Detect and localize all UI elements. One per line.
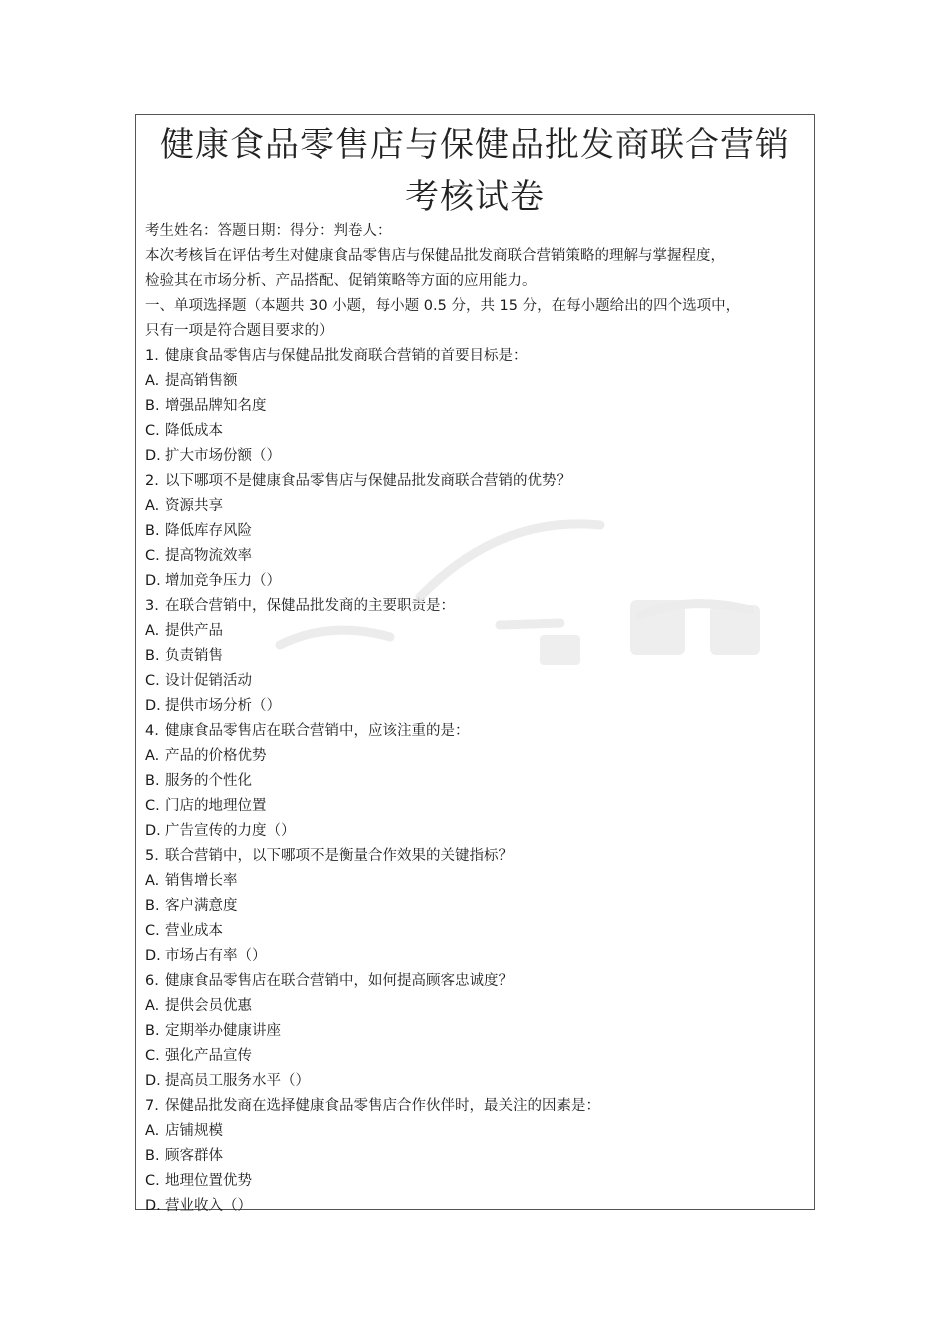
- option-text: 广告宣传的力度（）: [165, 823, 296, 839]
- question-text: 在联合营销中，保健品批发商的主要职责是：: [165, 598, 455, 614]
- option-text: 门店的地理位置: [165, 798, 267, 814]
- option-text: 降低成本: [165, 423, 223, 439]
- option-a: [145, 369, 809, 394]
- question: [145, 719, 809, 844]
- option-text: 设计促销活动: [165, 673, 252, 689]
- option-letter: D.: [145, 948, 161, 964]
- option-b: [145, 1144, 809, 1169]
- option-text: 地理位置优势: [165, 1173, 252, 1189]
- question-text: 健康食品零售店在联合营销中，应该注重的是：: [165, 723, 470, 739]
- option-letter: B.: [145, 898, 160, 914]
- question-text: 健康食品零售店与保健品批发商联合营销的首要目标是：: [165, 348, 528, 364]
- question: [145, 344, 809, 469]
- question-number: 7.: [145, 1098, 159, 1114]
- option-letter: D.: [145, 1198, 161, 1214]
- option-c: [145, 919, 809, 944]
- question-stem: [145, 469, 809, 494]
- option-c: [145, 544, 809, 569]
- option-d: [145, 569, 809, 594]
- option-letter: C.: [145, 923, 160, 939]
- option-letter: B.: [145, 773, 160, 789]
- intro-line-2: 检验其在市场分析、产品搭配、促销策略等方面的应用能力。: [145, 273, 537, 289]
- option-text: 降低库存风险: [165, 523, 252, 539]
- option-letter: B.: [145, 1023, 160, 1039]
- option-letter: C.: [145, 673, 160, 689]
- option-a: [145, 619, 809, 644]
- option-text: 提高员工服务水平（）: [165, 1073, 310, 1089]
- exam-subtitle: 考核试卷: [405, 177, 545, 217]
- option-letter: C.: [145, 1048, 160, 1064]
- option-c: [145, 1044, 809, 1069]
- option-d: [145, 1194, 809, 1219]
- question-text: 以下哪项不是健康食品零售店与保健品批发商联合营销的优势？: [165, 473, 571, 489]
- option-text: 销售增长率: [165, 873, 238, 889]
- question-text: 联合营销中，以下哪项不是衡量合作效果的关键指标？: [165, 848, 513, 864]
- question: [145, 844, 809, 969]
- question-stem: [145, 844, 809, 869]
- candidate-info-line: 考生姓名：答题日期：得分：判卷人：: [145, 223, 392, 239]
- option-letter: D.: [145, 573, 161, 589]
- option-letter: C.: [145, 423, 160, 439]
- option-letter: B.: [145, 523, 160, 539]
- option-text: 提供会员优惠: [165, 998, 252, 1014]
- question-stem: [145, 719, 809, 744]
- question-stem: [145, 969, 809, 994]
- option-text: 负责销售: [165, 648, 223, 664]
- option-letter: C.: [145, 1173, 160, 1189]
- option-a: [145, 1119, 809, 1144]
- option-c: [145, 794, 809, 819]
- question-number: 3.: [145, 598, 159, 614]
- question-stem: [145, 1094, 809, 1119]
- exam-body: [145, 219, 809, 1219]
- question-list: [145, 344, 809, 1219]
- option-a: [145, 869, 809, 894]
- option-letter: D.: [145, 1073, 161, 1089]
- exam-page: [135, 114, 815, 1214]
- option-letter: B.: [145, 398, 160, 414]
- option-letter: D.: [145, 448, 161, 464]
- option-d: [145, 694, 809, 719]
- option-a: [145, 744, 809, 769]
- option-text: 提高物流效率: [165, 548, 252, 564]
- question-text: 健康食品零售店在联合营销中，如何提高顾客忠诚度？: [165, 973, 513, 989]
- option-letter: B.: [145, 648, 160, 664]
- question: [145, 469, 809, 594]
- option-text: 客户满意度: [165, 898, 238, 914]
- option-text: 强化产品宣传: [165, 1048, 252, 1064]
- option-text: 提高销售额: [165, 373, 238, 389]
- option-text: 增加竞争压力（）: [165, 573, 281, 589]
- question-number: 6.: [145, 973, 159, 989]
- option-letter: A.: [145, 623, 160, 639]
- option-letter: C.: [145, 548, 160, 564]
- option-letter: D.: [145, 698, 161, 714]
- option-letter: A.: [145, 373, 160, 389]
- option-b: [145, 519, 809, 544]
- option-text: 提供市场分析（）: [165, 698, 281, 714]
- option-a: [145, 994, 809, 1019]
- option-text: 营业成本: [165, 923, 223, 939]
- question: [145, 969, 809, 1094]
- option-text: 定期举办健康讲座: [165, 1023, 281, 1039]
- option-letter: A.: [145, 748, 160, 764]
- option-text: 服务的个性化: [165, 773, 252, 789]
- question-number: 2.: [145, 473, 159, 489]
- option-c: [145, 669, 809, 694]
- option-a: [145, 494, 809, 519]
- question-stem: [145, 594, 809, 619]
- exam-title: 健康食品零售店与保健品批发商联合营销: [160, 125, 790, 165]
- option-d: [145, 944, 809, 969]
- option-d: [145, 819, 809, 844]
- option-letter: B.: [145, 1148, 160, 1164]
- option-b: [145, 644, 809, 669]
- question-text: 保健品批发商在选择健康食品零售店合作伙伴时，最关注的因素是：: [165, 1098, 600, 1114]
- question-stem: [145, 344, 809, 369]
- section-heading-line-2: 只有一项是符合题目要求的）: [145, 323, 334, 339]
- intro-line-1: 本次考核旨在评估考生对健康食品零售店与保健品批发商联合营销策略的理解与掌握程度，: [145, 248, 725, 264]
- option-letter: A.: [145, 998, 160, 1014]
- option-d: [145, 1069, 809, 1094]
- section-heading-line-1: 一、单项选择题（本题共 30 小题，每小题 0.5 分，共 15 分，在每小题给出的四个选项中，: [145, 298, 741, 314]
- option-letter: A.: [145, 873, 160, 889]
- option-c: [145, 419, 809, 444]
- question-number: 1.: [145, 348, 159, 364]
- option-b: [145, 394, 809, 419]
- question: [145, 594, 809, 719]
- option-b: [145, 769, 809, 794]
- option-letter: C.: [145, 798, 160, 814]
- option-text: 资源共享: [165, 498, 223, 514]
- option-text: 扩大市场份额（）: [165, 448, 281, 464]
- option-text: 市场占有率（）: [165, 948, 267, 964]
- question-number: 4.: [145, 723, 159, 739]
- option-letter: A.: [145, 1123, 160, 1139]
- option-text: 顾客群体: [165, 1148, 223, 1164]
- question-number: 5.: [145, 848, 159, 864]
- option-text: 营业收入（）: [165, 1198, 252, 1214]
- option-text: 店铺规模: [165, 1123, 223, 1139]
- option-text: 产品的价格优势: [165, 748, 267, 764]
- option-b: [145, 1019, 809, 1044]
- option-letter: D.: [145, 823, 161, 839]
- question: [145, 1094, 809, 1219]
- option-letter: A.: [145, 498, 160, 514]
- option-c: [145, 1169, 809, 1194]
- option-b: [145, 894, 809, 919]
- option-text: 提供产品: [165, 623, 223, 639]
- option-text: 增强品牌知名度: [165, 398, 267, 414]
- option-d: [145, 444, 809, 469]
